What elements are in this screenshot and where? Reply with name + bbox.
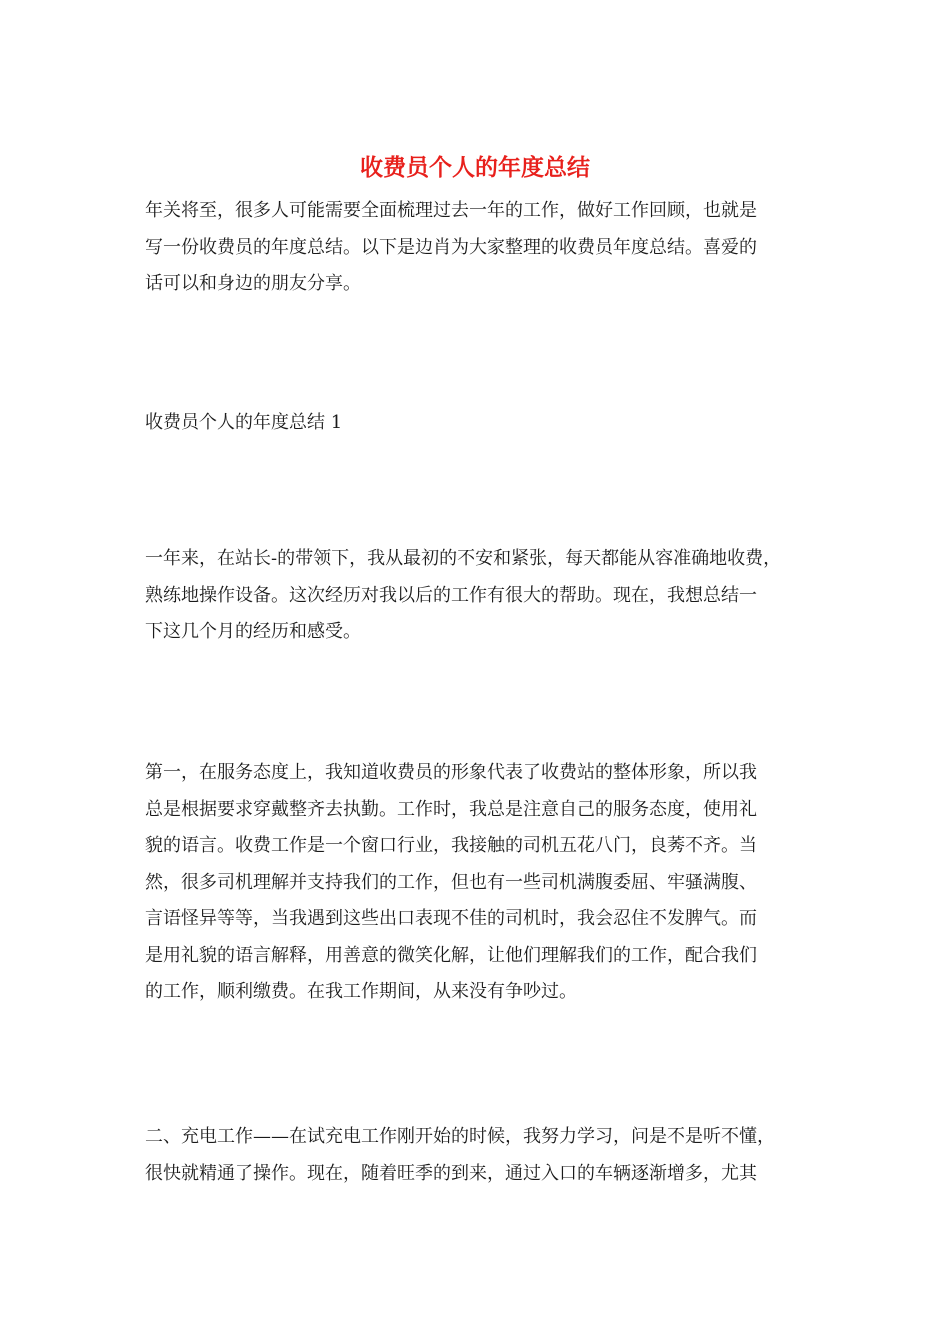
text-line: 二、充电工作——在试充电工作刚开始的时候，我努力学习，问是不是听不懂， <box>145 1126 775 1147</box>
section-heading <box>145 405 815 442</box>
text-line: 总是根据要求穿戴整齐去执勤。工作时，我总是注意自己的服务态度，使用礼 <box>145 798 757 820</box>
text-line: 的工作，顺利缴费。在我工作期间，从来没有争吵过。 <box>145 981 577 1002</box>
text-line: 然，很多司机理解并支持我们的工作，但也有一些司机满腹委屈、牢骚满腹、 <box>145 871 757 893</box>
text-line: 写一份收费员的年度总结。以下是边肖为大家整理的收费员年度总结。喜爱的 <box>145 236 757 258</box>
document-title: 收费员个人的年度总结 <box>360 155 590 181</box>
text-line: 言语怪异等等，当我遇到这些出口表现不佳的司机时，我会忍住不发脾气。而 <box>145 908 757 929</box>
intro-paragraph <box>145 193 815 303</box>
paragraph-1 <box>145 541 815 651</box>
paragraph-2 <box>145 755 815 1011</box>
section-heading-text: 收费员个人的年度总结 1 <box>145 412 343 433</box>
text-line: 是用礼貌的语言解释，用善意的微笑化解，让他们理解我们的工作，配合我们 <box>145 944 757 966</box>
text-line: 第一，在服务态度上，我知道收费员的形象代表了收费站的整体形象，所以我 <box>145 762 757 783</box>
text-line: 貌的语言。收费工作是一个窗口行业，我接触的司机五花八门，良莠不齐。当 <box>145 835 757 856</box>
text-line: 话可以和身边的朋友分享。 <box>145 273 361 294</box>
text-line: 熟练地操作设备。这次经历对我以后的工作有很大的帮助。现在，我想总结一 <box>145 584 757 606</box>
paragraph-3 <box>145 1119 815 1192</box>
text-line: 一年来，在站长-的带领下，我从最初的不安和紧张，每天都能从容准确地收费， <box>145 548 782 569</box>
text-line: 年关将至，很多人可能需要全面梳理过去一年的工作，做好工作回顾，也就是 <box>145 200 757 221</box>
text-line: 很快就精通了操作。现在，随着旺季的到来，通过入口的车辆逐渐增多，尤其 <box>145 1162 757 1184</box>
text-line: 下这几个月的经历和感受。 <box>145 621 361 642</box>
